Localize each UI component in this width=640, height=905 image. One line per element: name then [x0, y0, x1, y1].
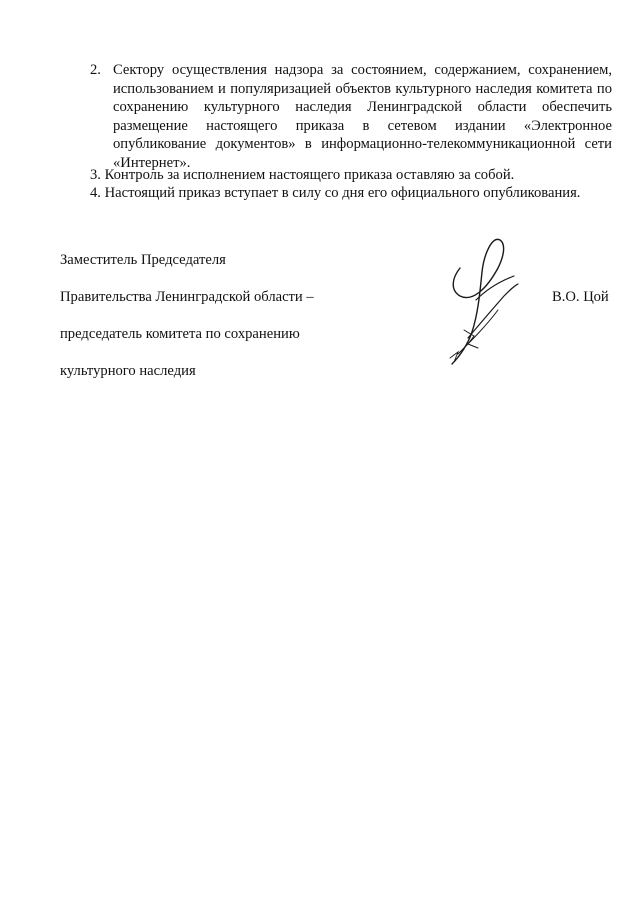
- item-number: 4.: [90, 185, 101, 201]
- position-line: председатель комитета по сохранению: [60, 325, 300, 342]
- list-item: [90, 61, 612, 173]
- position-line: Заместитель Председателя: [60, 251, 226, 268]
- item-text: [113, 61, 612, 173]
- item-text: Настоящий приказ вступает в силу со дня его официального опубликования.: [104, 185, 581, 201]
- handwritten-signature: [438, 234, 538, 370]
- signatory-name: В.О. Цой: [552, 289, 609, 305]
- item-text: Контроль за исполнением настоящего приказа оставляю за собой.: [104, 167, 515, 183]
- item-text-content: Сектору осуществления надзора за состоянием, содержанием, сохранением, использованием и популяризацией объектов культурного наследия комитета по сохранению культурного наследия Ленинградской области обеспечить размещение настоящего приказа в сетевом издании «Электронное опубликование документов» в информационно-телекоммуникационной сети «Интернет».: [113, 62, 612, 171]
- item-number: 2.: [90, 62, 101, 78]
- item-number: 3.: [90, 167, 101, 183]
- list-item: [90, 184, 580, 203]
- signatory-position: [60, 232, 314, 399]
- position-line: Правительства Ленинградской области –: [60, 288, 314, 305]
- list-item: [90, 166, 514, 185]
- position-line: культурного наследия: [60, 363, 196, 380]
